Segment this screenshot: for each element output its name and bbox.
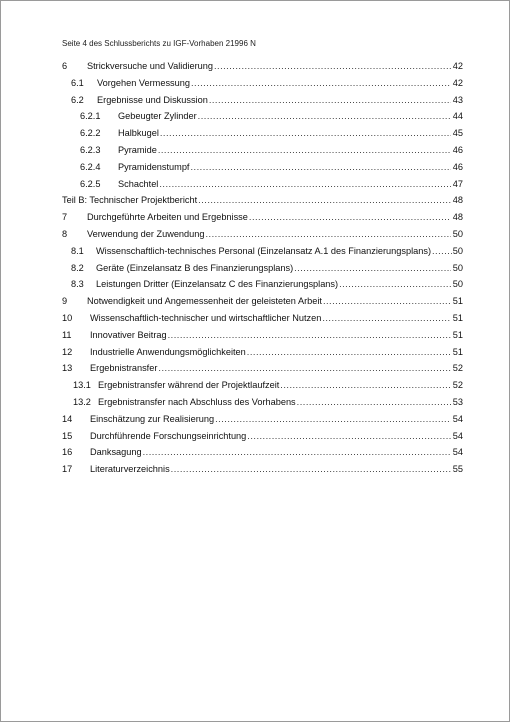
toc-entry-title: Wissenschaftlich-technischer und wirtschaftlicher Nutzen <box>90 312 322 323</box>
toc-entry-title: Literaturverzeichnis <box>90 464 170 475</box>
toc-entry-number: 6.1 <box>71 77 84 88</box>
toc-entry-title: Ergebnisse und Diskussion <box>97 94 208 105</box>
toc-entry-number: 8.3 <box>71 279 84 290</box>
toc-entry[interactable] <box>62 192 463 209</box>
toc-entry-number: 13.2 <box>73 396 91 407</box>
toc-entry-title: Schachtel <box>118 178 159 189</box>
toc-entry-number: 10 <box>62 312 73 323</box>
toc-entry[interactable] <box>62 377 463 394</box>
toc-entry-number: 14 <box>62 413 73 424</box>
toc-entry-number: 6.2.5 <box>80 178 101 189</box>
toc-entry-page-number: 54 <box>452 447 463 458</box>
toc-entry-title: Halbkugel <box>118 128 159 139</box>
toc-entry-title: Ergebnistransfer nach Abschluss des Vorhabens <box>98 396 296 407</box>
toc-entry-page-number: 54 <box>452 430 463 441</box>
toc-dot-leader <box>294 260 451 277</box>
toc-entry[interactable] <box>62 159 463 176</box>
toc-entry-number: 12 <box>62 346 73 357</box>
toc-entry-page-number: 50 <box>452 245 463 256</box>
toc-entry[interactable] <box>62 394 463 411</box>
toc-entry-title: Ergebnistransfer <box>90 363 158 374</box>
toc-dot-leader <box>143 444 451 461</box>
toc-entry-page-number: 51 <box>452 329 463 340</box>
toc-entry[interactable] <box>62 142 463 159</box>
toc-entry[interactable] <box>62 411 463 428</box>
table-of-contents <box>62 58 463 478</box>
toc-entry-title: Ergebnistransfer während der Projektlaufzeit <box>98 380 280 391</box>
toc-entry-page-number: 55 <box>452 464 463 475</box>
toc-entry-title: Danksagung <box>90 447 142 458</box>
toc-dot-leader <box>247 344 451 361</box>
toc-entry-title: Wissenschaftlich-technisches Personal (Einzelansatz A.1 des Finanzierungsplans) <box>96 245 431 256</box>
toc-entry-title: Geräte (Einzelansatz B des Finanzierungsplans) <box>96 262 294 273</box>
toc-entry-title: Einschätzung zur Realisierung <box>90 413 215 424</box>
toc-dot-leader <box>247 428 450 445</box>
toc-entry[interactable] <box>62 226 463 243</box>
toc-entry[interactable] <box>62 125 463 142</box>
toc-entry-page-number: 50 <box>452 279 463 290</box>
toc-entry-number: 6.2.1 <box>80 111 101 122</box>
toc-entry-page-number: 51 <box>452 296 463 307</box>
toc-entry-page-number: 48 <box>452 212 463 223</box>
toc-entry-page-number: 46 <box>452 161 463 172</box>
toc-entry[interactable] <box>62 58 463 75</box>
toc-entry-title: Vorgehen Vermessung <box>97 77 190 88</box>
toc-entry-number: 6.2 <box>71 94 84 105</box>
toc-dot-leader <box>198 192 451 209</box>
toc-entry[interactable] <box>62 92 463 109</box>
toc-entry-number: 6.2.2 <box>80 128 101 139</box>
toc-dot-leader <box>214 58 451 75</box>
toc-dot-leader <box>159 176 450 193</box>
toc-entry-title: Strickversuche und Validierung <box>87 61 213 71</box>
toc-entry-number: 8.1 <box>71 245 84 256</box>
toc-entry-page-number: 44 <box>452 111 463 122</box>
toc-entry[interactable] <box>62 428 463 445</box>
toc-entry-page-number: 45 <box>452 128 463 139</box>
toc-dot-leader <box>322 310 450 327</box>
toc-entry-number: 6.2.3 <box>80 144 101 155</box>
toc-entry-page-number: 50 <box>452 262 463 273</box>
toc-entry-number: 17 <box>62 464 73 475</box>
toc-dot-leader <box>191 159 451 176</box>
toc-dot-leader <box>205 226 450 243</box>
toc-entry-number: 6 <box>62 61 68 71</box>
toc-entry-page-number: 53 <box>452 396 463 407</box>
toc-entry-page-number: 42 <box>452 77 463 88</box>
toc-entry[interactable] <box>62 344 463 361</box>
toc-entry-page-number: 51 <box>452 312 463 323</box>
toc-entry[interactable] <box>62 108 463 125</box>
toc-entry-number: 16 <box>62 447 73 458</box>
toc-dot-leader <box>249 209 451 226</box>
toc-entry-title: Industrielle Anwendungsmöglichkeiten <box>90 346 246 357</box>
toc-entry-title: Gebeugter Zylinder <box>118 111 197 122</box>
toc-dot-leader <box>209 92 451 109</box>
toc-entry-number: 8.2 <box>71 262 84 273</box>
toc-dot-leader <box>297 394 451 411</box>
toc-entry-title: Notwendigkeit und Angemessenheit der geleisteten Arbeit <box>87 296 322 307</box>
toc-entry-title: Innovativer Beitrag <box>90 329 167 340</box>
toc-entry-number: 7 <box>62 212 68 223</box>
toc-entry-title: Durchgeführte Arbeiten und Ergebnisse <box>87 212 248 223</box>
toc-entry-page-number: 43 <box>452 94 463 105</box>
toc-entry-number: 15 <box>62 430 73 441</box>
toc-entry-page-number: 50 <box>452 228 463 239</box>
toc-entry-number: 13 <box>62 363 73 374</box>
toc-entry-page-number: 51 <box>452 346 463 357</box>
toc-dot-leader <box>191 75 451 92</box>
toc-entry-page-number: 46 <box>452 144 463 155</box>
toc-dot-leader <box>280 377 450 394</box>
toc-dot-leader <box>168 327 451 344</box>
toc-entry[interactable] <box>62 310 463 327</box>
toc-entry-title: Pyramide <box>118 144 157 155</box>
toc-entry[interactable] <box>62 293 463 310</box>
toc-entry[interactable] <box>62 444 463 461</box>
toc-dot-leader <box>198 108 451 125</box>
toc-entry-title: Teil B: Technischer Projektbericht <box>62 195 198 206</box>
toc-dot-leader <box>158 142 451 159</box>
page-header: Seite 4 des Schlussberichts zu IGF-Vorhaben 21996 N <box>62 39 256 48</box>
toc-entry-page-number: 47 <box>452 178 463 189</box>
toc-entry-page-number: 52 <box>452 363 463 374</box>
toc-entry-page-number: 54 <box>452 413 463 424</box>
toc-entry[interactable] <box>62 75 463 92</box>
toc-entry-page-number: 52 <box>452 380 463 391</box>
toc-entry[interactable] <box>62 209 463 226</box>
toc-entry-number: 6.2.4 <box>80 161 101 172</box>
toc-entry[interactable] <box>62 176 463 193</box>
toc-entry-title: Durchführende Forschungseinrichtung <box>90 430 247 441</box>
toc-dot-leader <box>160 125 451 142</box>
toc-entry[interactable] <box>62 243 463 260</box>
toc-entry-number: 9 <box>62 296 68 307</box>
toc-entry[interactable] <box>62 260 463 277</box>
toc-entry-title: Pyramidenstumpf <box>118 161 190 172</box>
toc-entry-number: 8 <box>62 228 68 239</box>
toc-entry[interactable] <box>62 276 463 293</box>
toc-dot-leader <box>215 411 451 428</box>
toc-entry-page-number: 48 <box>452 195 463 206</box>
toc-dot-leader <box>171 461 451 478</box>
toc-dot-leader <box>432 243 452 260</box>
toc-dot-leader <box>323 293 451 310</box>
toc-entry-title: Verwendung der Zuwendung <box>87 228 205 239</box>
toc-entry[interactable] <box>62 360 463 377</box>
toc-dot-leader <box>158 360 450 377</box>
toc-dot-leader <box>339 276 451 293</box>
toc-entry-title: Leistungen Dritter (Einzelansatz C des Finanzierungsplans) <box>96 279 339 290</box>
toc-entry[interactable] <box>62 461 463 478</box>
toc-entry-number: 11 <box>62 329 72 340</box>
toc-entry[interactable] <box>62 327 463 344</box>
toc-entry-number: 13.1 <box>73 380 91 391</box>
toc-entry-page-number: 42 <box>452 61 463 71</box>
